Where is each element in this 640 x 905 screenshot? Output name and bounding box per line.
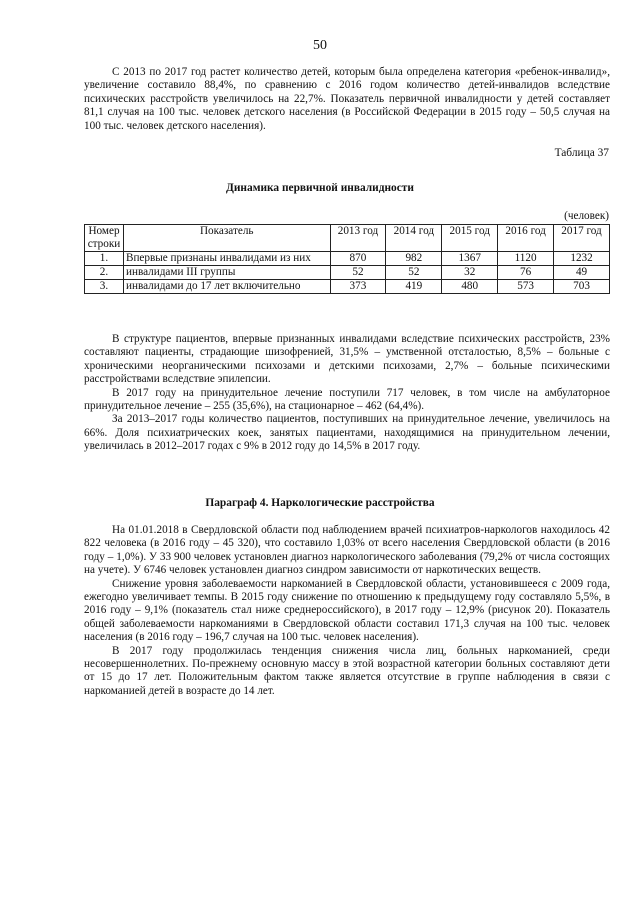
table-unit: (человек) [564, 210, 609, 222]
table-row [85, 266, 610, 280]
body-paragraph: Снижение уровня заболеваемости наркоманией в Свердловской области, установившееся с 2009 года, ежегодно увеличивает темпы. В 2015 году снижение по отношению к предыдущему году составляло 5,5%, в 2016 году – 9,1% (показатель стал ниже среднероссийского), в 2017 году – 12,9% (рисунок 20). Показатель общей заболеваемости наркоманиями в Свердловской области составил 171,3 случая на 100 тыс. человек населения (в 2016 году – 196,7 случая на 100 тыс. человек населения). [84, 577, 610, 644]
table-cell-value: 32 [442, 266, 498, 280]
table-header-cell: Показатель [123, 225, 330, 252]
table-cell-label: инвалидами III группы [123, 266, 330, 280]
table-header-cell: 2016 год [498, 225, 554, 252]
body-paragraph: В 2017 году на принудительное лечение поступили 717 человек, в том числе на амбулаторное принудительное лечение – 255 (35,6%), на стационарное – 462 (64,4%). [84, 386, 610, 413]
table-cell-value: 982 [386, 252, 442, 266]
table-header-cell: 2017 год [554, 225, 610, 252]
intro-block [84, 66, 610, 133]
table-cell-value: 76 [498, 266, 554, 280]
table-row [85, 280, 610, 294]
intro-paragraph: С 2013 по 2017 год растет количество детей, которым была определена категория «ребенок-инвалид», увеличение составило 88,4%, по сравнению с 2016 годом количество детей-инвалидов вследствие психических расстройств увеличилось на 22,7%. Показатель первичной инвалидности у детей составляет 81,1 случая на 100 тыс. человек детского населения (в Российской Федерации в 2015 году – 50,5 случая на 100 тыс. человек детского населения). [84, 66, 610, 132]
table-header-row [85, 225, 610, 252]
body-paragraph: За 2013–2017 годы количество пациентов, поступивших на принудительное лечение, увеличилось на 66%. Доля психиатрических коек, занятых пациентами, находящимися на принудительном лечении, увеличилась в 2012–2017 годах с 9% в 2012 году до 14,5% в 2017 году. [84, 413, 610, 453]
table-header-cell: 2013 год [330, 225, 386, 252]
table-cell-label: инвалидами до 17 лет включительно [123, 280, 330, 294]
table-cell-label: Впервые признаны инвалидами из них [123, 252, 330, 266]
table-cell-value: 703 [554, 280, 610, 294]
table-cell-value: 1232 [554, 252, 610, 266]
table-cell-value: 1120 [498, 252, 554, 266]
table-cell-value: 573 [498, 280, 554, 294]
table-row [85, 252, 610, 266]
body-paragraph: На 01.01.2018 в Свердловской области под наблюдением врачей психиатров-наркологов находилось 42 822 человека (в 2016 году – 45 320), что составило 1,03% от всего населения Свердловской области (в 2016 году – 1,0%). У 33 900 человек установлен диагноз наркологического заболевания (79,2% от числа состоящих на учете). У 6746 человек установлен диагноз синдром зависимости от наркотических веществ. [84, 524, 610, 577]
table-cell-value: 373 [330, 280, 386, 294]
table-cell-num: 2. [85, 266, 124, 280]
table-cell-num: 3. [85, 280, 124, 294]
table-cell-num: 1. [85, 252, 124, 266]
table-header-cell: 2014 год [386, 225, 442, 252]
table-header-cell: 2015 год [442, 225, 498, 252]
table-number: Таблица 37 [554, 147, 609, 159]
table-cell-value: 870 [330, 252, 386, 266]
body-paragraph: В структуре пациентов, впервые признанных инвалидами вследствие психических расстройств, 23% составляют пациенты, страдающие шизофренией, 31,5% – умственной отсталостью, 8,5% – больные с хроническими неорганическими психозами и детскими психозами, 2,7% – больные психическими расстройствами вследствие эпилепсии. [84, 333, 610, 386]
table-cell-value: 419 [386, 280, 442, 294]
table-cell-value: 52 [386, 266, 442, 280]
table-cell-value: 480 [442, 280, 498, 294]
table-cell-value: 1367 [442, 252, 498, 266]
body-paragraph: В 2017 году продолжилась тенденция снижения числа лиц, больных наркоманией, среди несовершеннолетних. По-прежнему основную массу в этой возрастной категории больных составляют дети от 15 до 17 лет. Положительным фактом также является отсутствие в группе наблюдения в связи с наркоманией детей в возрасте до 14 лет. [84, 644, 610, 697]
table-cell-value: 49 [554, 266, 610, 280]
page-number: 50 [313, 38, 327, 53]
disability-table [84, 224, 610, 294]
table-title: Динамика первичной инвалидности [226, 182, 414, 194]
table-cell-value: 52 [330, 266, 386, 280]
section-title: Параграф 4. Наркологические расстройства [205, 497, 435, 509]
table-header-cell: Номер строки [85, 225, 124, 252]
after-table-block [84, 333, 610, 454]
section-block [84, 524, 610, 698]
